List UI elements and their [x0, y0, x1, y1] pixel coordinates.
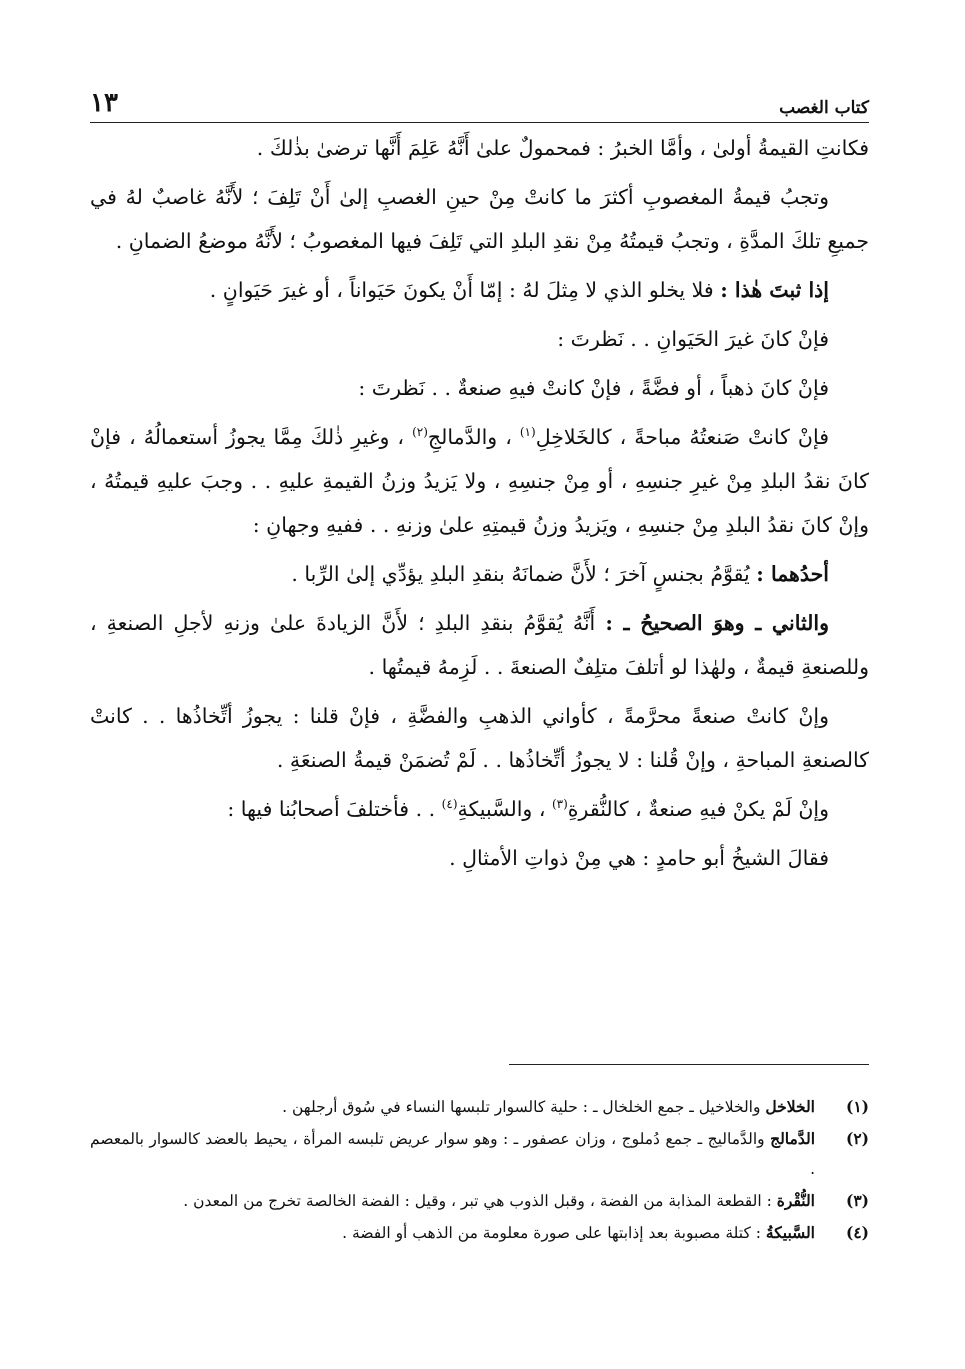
paragraph-10 — [90, 787, 869, 831]
main-text — [90, 126, 869, 885]
paragraph-6-text-b: ، والدَّمالجِ — [427, 425, 520, 449]
footnote-separator — [509, 1064, 869, 1065]
footnote-definition: : القطعة المذابة من الفضة ، وقبل الذوب هي تبر ، وقيل : الفضة الخالصة تخرج من المعدن . — [183, 1192, 777, 1210]
footnote-number: (٤) — [845, 1223, 869, 1242]
paragraph-11: فقالَ الشيخُ أبو حامدٍ : هي مِنْ ذواتِ الأمثالِ . — [449, 846, 829, 870]
footnote-text — [90, 1092, 815, 1122]
footnote-ref-2[interactable]: (٢) — [412, 425, 428, 440]
paragraph-7-text: يُقوَّمُ بجنسٍ آخرَ ؛ لأَنَّ ضمانَهُ بنقدِ البلدِ يؤدِّي إلىٰ الرِّبا . — [291, 562, 757, 586]
paragraph-2: وتجبُ قيمةُ المغصوبِ أكثرَ ما كانتْ مِنْ حينِ الغصبِ إلىٰ أَنْ تَلِفَ ؛ لأَنَّهُ غاصبٌ لهُ في جميعِ تلكَ المدَّةِ ، وتجبُ قيمتُهُ مِنْ نقدِ البلدِ التي تَلِفَ فيها المغصوبُ ؛ لأَنَّهُ موضعُ الضمانِ . — [90, 185, 869, 253]
page-header — [90, 78, 869, 123]
footnote-ref-3[interactable]: (٣) — [551, 797, 568, 812]
paragraph-7-lead: أحدُهما : — [756, 562, 829, 586]
paragraph-8 — [90, 601, 869, 689]
paragraph-10-text-c: . . فأختلفَ أصحابُنا فيها : — [227, 797, 442, 821]
paragraph-9: وإنْ كانتْ صنعةً محرَّمةً ، كأواني الذهبِ والفضَّةِ ، فإنْ قلنا : يجوزُ أتِّخاذُها . . كانتْ كالصنعةِ المباحةِ ، وإنْ قُلنا : لا يجوزُ أتِّخاذُها . . لَمْ تُضمَنْ قيمةُ الصنعَةِ . — [90, 704, 869, 772]
footnote-term: النُّقْرة — [776, 1191, 815, 1210]
paragraph-6-text-a: فإنْ كانتْ صَنعتُهُ مباحةً ، كالخَلاخِلِ — [535, 425, 829, 449]
footnote-item — [90, 1186, 869, 1216]
paragraph-6 — [90, 415, 869, 547]
paragraph-7 — [90, 552, 869, 596]
footnote-term: الدَّمالج — [770, 1129, 815, 1148]
footnote-text — [90, 1124, 815, 1184]
paragraph-6-text-c: ، وغيرِ ذٰلكَ مِمَّا يجوزُ أستعمالُهُ ، فإنْ كانَ نقدُ البلدِ مِنْ غيرِ جنسِهِ ، أو مِنْ جنسِهِ ، ولا يَزيدُ وزنُ القيمةِ عليهِ . . وجبَ عليهِ قيمتُهُ ، وإنْ كانَ نقدُ البلدِ مِنْ جنسِهِ ، ويَزيدُ وزنُ قيمتِهِ علىٰ وزنهِ . . ففيهِ وجهانِ : — [90, 425, 869, 537]
paragraph-1: فكانتِ القيمةُ أولىٰ ، وأمَّا الخبرُ : فمحمولٌ علىٰ أَنَّهُ عَلِمَ أَنَّها ترضىٰ بذٰلكَ . — [256, 136, 869, 160]
paragraph-10-text-a: وإنْ لَمْ يكنْ فيهِ صنعةٌ ، كالنُّقرةِ — [567, 797, 829, 821]
paragraph-3 — [90, 268, 869, 312]
footnote-ref-4[interactable]: (٤) — [441, 797, 458, 812]
footnotes — [90, 1092, 869, 1250]
footnote-item — [90, 1218, 869, 1248]
paragraph-4: فإنْ كانَ غيرَ الحَيَوانِ . . نَظرتَ : — [557, 327, 829, 351]
paragraph-3-text: فلا يخلو الذي لا مِثلَ لهُ : إمّا أَنْ يكونَ حَيَواناً ، أو غيرَ حَيَوانٍ . — [209, 278, 721, 302]
paragraph-8-lead: والثاني ـ وهوَ الصحيحُ ـ : — [605, 611, 829, 635]
footnote-definition: والدَّماليج ـ جمع دُملوج ، وزان عصفور ـ : وهو سوار عريض تلبسه المرأة ، يحيط بالعضد كالسوار بالمعصم . — [90, 1130, 815, 1178]
footnote-definition: والخلاخيل ـ جمع الخلخال ـ : حلية كالسوار تلبسها النساء في سُوق أرجلهن . — [282, 1098, 766, 1116]
footnote-item — [90, 1124, 869, 1184]
paragraph-8-text: أَنَّهُ يُقوَّمُ بنقدِ البلدِ ؛ لأَنَّ الزيادةَ علىٰ وزنهِ لأجلِ الصنعةِ ، وللصنعةِ قيمةٌ ، ولهٰذا لو أتلفَ متلِفٌ الصنعةَ . . لَزِمهُ قيمتُها . — [90, 611, 869, 679]
paragraph-10-text-b: ، والسَّبيكةِ — [457, 797, 552, 821]
footnote-text — [90, 1186, 815, 1216]
footnote-term: الخلاخل — [765, 1097, 815, 1116]
footnote-number: (٢) — [845, 1129, 869, 1148]
paragraph-3-lead: إذا ثبتَ هٰذا : — [720, 278, 829, 302]
paragraph-5: فإنْ كانَ ذهباً ، أو فضَّةً ، فإنْ كانتْ فيهِ صنعةٌ . . نَظرتَ : — [358, 376, 829, 400]
running-title: كتاب الغصب — [779, 98, 869, 118]
footnote-item — [90, 1092, 869, 1122]
footnote-definition: : كتلة مصبوبة بعد إذابتها على صورة معلومة من الذهب أو الفضة . — [342, 1224, 766, 1242]
footnote-ref-1[interactable]: (١) — [519, 425, 536, 440]
page-number: ١٣ — [90, 88, 118, 118]
footnote-number: (٣) — [845, 1191, 869, 1210]
footnote-term: السَّبيكةُ — [765, 1223, 815, 1242]
footnote-text — [90, 1218, 815, 1248]
footnote-number: (١) — [845, 1097, 869, 1116]
